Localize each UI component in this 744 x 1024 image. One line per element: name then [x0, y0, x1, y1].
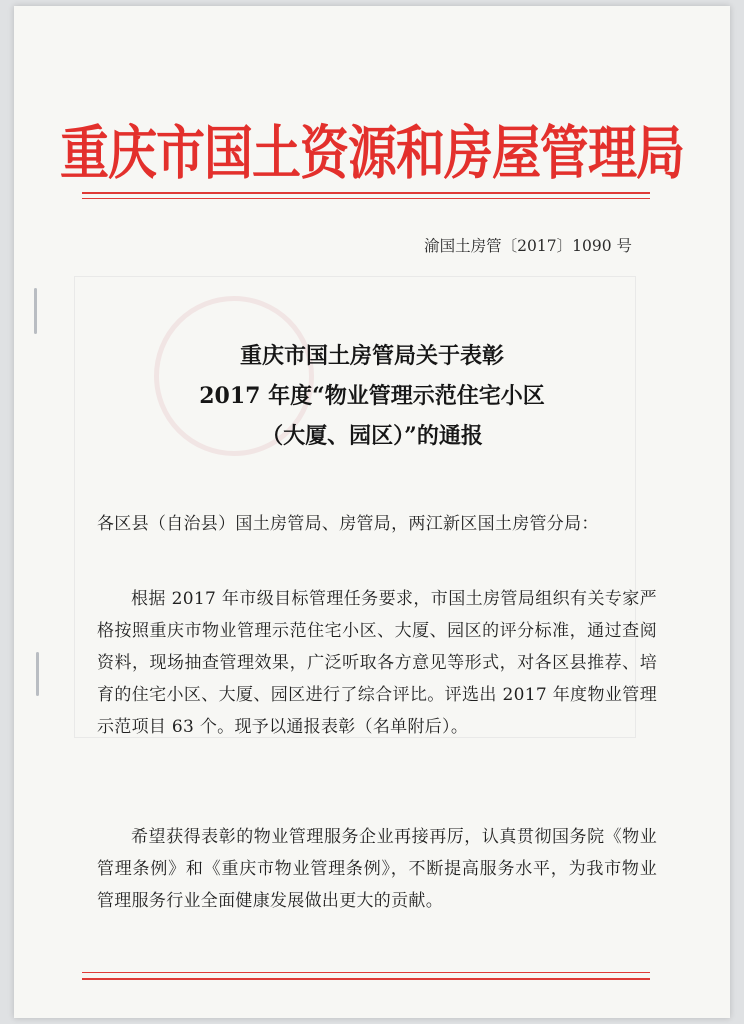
letterhead-rule-thin: [82, 198, 650, 199]
body-paragraph-2: 希望获得表彰的物业管理服务企业再接再厉，认真贯彻国务院《物业管理条例》和《重庆市物业管理条例》，不断提高服务水平，为我市物业管理服务行业全面健康发展做出更大的贡献。: [97, 827, 657, 911]
footer-rule-thick: [82, 978, 650, 980]
staple-mark-bottom: [36, 652, 39, 696]
footer-rule-thin: [82, 972, 650, 973]
body-paragraph-1: 根据 2017 年市级目标管理任务要求，市国土房管局组织有关专家严格按照重庆市物业管理示范住宅小区、大厦、园区的评分标准，通过查阅资料，现场抽查管理效果，广泛听取各方意见等形式，对各区县推荐、培育的住宅小区、大厦、园区进行了综合评比。评选出 2017 年度物业管理示范项目 63 个。现予以通报表彰（名单附后）。: [97, 589, 657, 737]
notice-title-line-1: 重庆市国土房管局关于表彰: [239, 343, 504, 369]
notice-title-line-2: 2017 年度“物业管理示范住宅小区: [199, 383, 545, 409]
letterhead-rule-thick: [82, 192, 650, 194]
addressee: 各区县（自治县）国土房管局、房管局，两江新区国土房管分局：: [97, 514, 599, 534]
notice-title-line-3: （大厦、园区）”的通报: [261, 423, 483, 449]
document-page: [14, 6, 730, 1018]
document-number: 渝国土房管〔2017〕1090 号: [424, 237, 632, 255]
staple-mark-top: [34, 288, 37, 334]
letterhead-title: 重庆市国土资源和房屋管理局: [59, 118, 684, 188]
notice-title: [14, 336, 730, 456]
